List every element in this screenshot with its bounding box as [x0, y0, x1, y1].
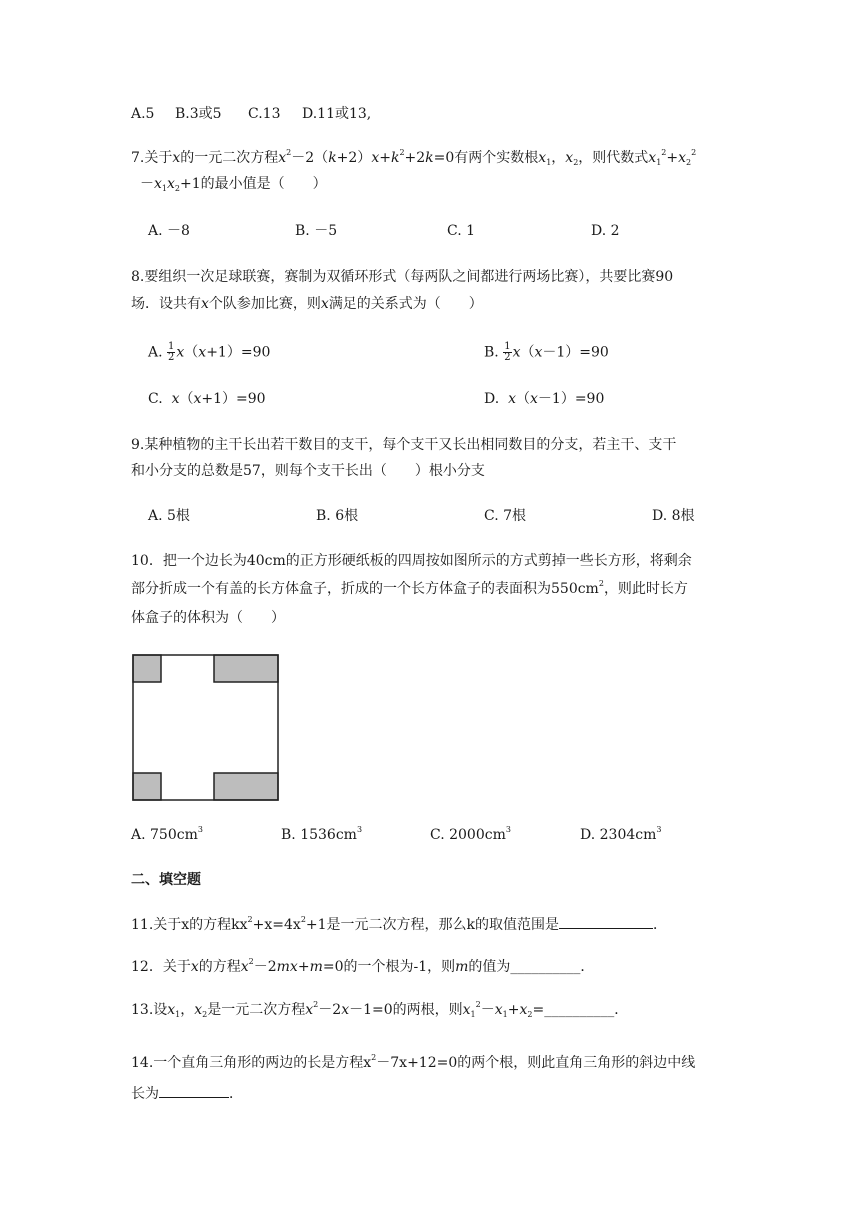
q14-line-2: 长为 ．	[131, 1083, 243, 1104]
q6-option-b: B.3或5	[175, 106, 222, 122]
q9-line-1: 9.某种植物的主干长出若干数目的支干，每个支干又长出相同数目的分支，若主干、支干	[131, 437, 677, 453]
fraction-one-half: $\frac{1}{2}$	[504, 341, 511, 363]
q9-option-d: D. 8根	[652, 508, 695, 524]
q9-option-c: C. 7根	[484, 508, 527, 524]
q10-line-1: 10．把一个边长为40cm的正方形硬纸板的四周按如图所示的方式剪掉一些长方形，将剩余	[131, 553, 692, 569]
q11-line: 11.关于x的方程$kx^2+x=4x^2+1$是一元二次方程，那么k的取值范围是 ．	[131, 915, 668, 933]
q7-option-b: B. －5	[295, 223, 338, 239]
corner-cut-top-right	[214, 655, 278, 682]
q13-line: 13.设$x_1$，$x_2$是一元二次方程$x^2-2x-1=0$的两根，则$x_1^2-x_1+x_2=\_\_\_\_\_\_\_\_\_\_$．	[131, 1000, 629, 1019]
q14-line-1: 14.一个直角三角形的两边的长是方程$x^2-7x+12=0$的两个根，则此直角三角形的斜边中线	[131, 1053, 696, 1071]
corner-cut-bottom-left	[133, 773, 161, 800]
answer-blank[interactable]: __________	[544, 1002, 615, 1018]
q10-line-2: 部分折成一个有盖的长方体盒子，折成的一个长方体盒子的表面积为$550cm^2$，则此时长方	[131, 579, 688, 597]
q9-option-a: A. 5根	[148, 508, 190, 524]
q6-option-d: D.11或13,	[302, 106, 372, 122]
section-heading-fill-in: 二、填空题	[131, 872, 201, 888]
q7-option-c: C. 1	[447, 223, 476, 239]
q6-option-a: A.5	[131, 106, 155, 122]
q9-line-2: 和小分支的总数是57，则每个支干长出（ ）根小分支	[131, 463, 485, 479]
q8-option-d: D. x（x－1）=90	[484, 391, 605, 407]
q7-line-1: 7.关于x的一元二次方程$x^2-2(k+2)x+k^2+2k=0$有两个实数根$x_1$，$x_2$，则代数式$x_1^2+x_2^2$	[131, 148, 697, 167]
q7-option-a: A. －8	[148, 223, 190, 239]
q8-option-c: C. x（x+1）=90	[148, 391, 266, 407]
q9-option-b: B. 6根	[316, 508, 359, 524]
corner-cut-bottom-right	[214, 773, 278, 800]
q7-option-d: D. 2	[591, 223, 620, 239]
q8-line-2: 场．设共有x个队参加比赛，则x满足的关系式为（ ）	[131, 296, 483, 312]
q8-line-1: 8.要组织一次足球联赛，赛制为双循环形式（每两队之间都进行两场比赛），共要比赛90	[131, 269, 674, 285]
fraction-one-half: $\frac{1}{2}$	[168, 341, 175, 363]
q8-option-a: A. $\frac{1}{2}$ x（x+1）=90	[148, 341, 271, 363]
q10-option-b: B. $1536cm^3$	[281, 825, 363, 843]
q10-option-c: C. $2000cm^3$	[430, 825, 511, 843]
q7-line-2: $-x_1x_2+1$的最小值是（ ）	[140, 176, 327, 193]
q6-option-c: C.13	[248, 106, 281, 122]
q12-line: 12．关于x的方程$x^2-2mx+m=0$的一个根为-1，则m的值为__________．	[131, 957, 595, 975]
answer-blank[interactable]	[559, 914, 653, 929]
q8-option-b: B. $\frac{1}{2}$ x（x－1）=90	[484, 341, 609, 363]
cut-square-figure	[132, 654, 280, 802]
answer-blank[interactable]	[159, 1083, 229, 1098]
corner-cut-top-left	[133, 655, 161, 682]
q10-line-3: 体盒子的体积为（ ）	[131, 610, 285, 626]
answer-blank[interactable]: __________	[510, 959, 581, 975]
q10-option-d: D. $2304cm^3$	[580, 825, 662, 843]
q10-option-a: A. $750cm^3$	[131, 825, 203, 843]
